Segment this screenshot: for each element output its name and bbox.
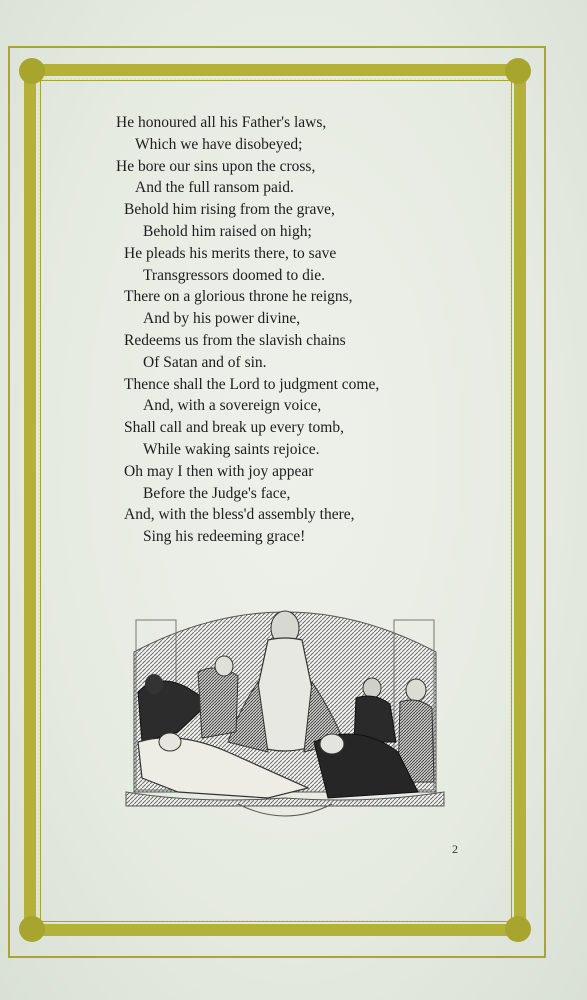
poem-line: And, with the bless'd assembly there, bbox=[124, 506, 355, 524]
poem-line: Sing his redeeming grace! bbox=[143, 528, 306, 546]
page-number: 2 bbox=[452, 842, 458, 856]
corner-ornament-top-right bbox=[505, 58, 531, 84]
poem-line: Before the Judge's face, bbox=[143, 484, 291, 502]
poem-line: Transgressors doomed to die. bbox=[143, 266, 325, 284]
poem-line: He honoured all his Father's laws, bbox=[116, 114, 327, 131]
poem-line: Behold him raised on high; bbox=[143, 223, 312, 240]
poem-line: And the full ransom paid. bbox=[135, 179, 294, 197]
poem-line: He bore our sins upon the cross, bbox=[116, 157, 316, 175]
poem-line: There on a glorious throne he reigns, bbox=[124, 288, 353, 306]
poem-line: Redeems us from the slavish chains bbox=[124, 332, 346, 349]
poem-line: Thence shall the Lord to judgment come, bbox=[124, 375, 380, 393]
poem-line: And by his power divine, bbox=[143, 310, 301, 328]
poem-line: Behold him rising from the grave, bbox=[124, 201, 335, 219]
poem-line: Of Satan and of sin. bbox=[143, 353, 267, 371]
poem-line: He pleads his merits there, to save bbox=[124, 244, 337, 262]
poem-line: Oh may I then with joy appear bbox=[124, 462, 314, 480]
poem-line: While waking saints rejoice. bbox=[143, 441, 320, 458]
poem-line: And, with a sovereign voice, bbox=[143, 397, 322, 415]
poem-line: Shall call and break up every tomb, bbox=[124, 419, 344, 437]
corner-ornament-bottom-left bbox=[19, 916, 45, 942]
engraving-illustration bbox=[118, 592, 452, 828]
poem-line: Which we have disobeyed; bbox=[135, 135, 303, 153]
corner-ornament-top-left bbox=[19, 58, 45, 84]
corner-ornament-bottom-right bbox=[505, 916, 531, 942]
